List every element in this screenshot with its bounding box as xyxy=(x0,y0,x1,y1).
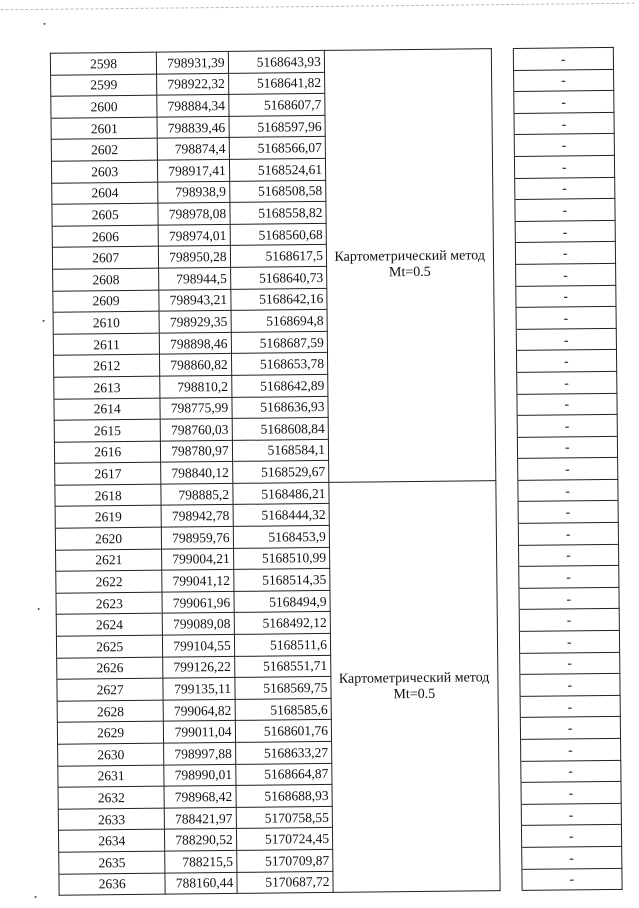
spacer-cell xyxy=(499,826,521,848)
point-number-cell: 2609 xyxy=(53,290,160,313)
x-coordinate-cell: 798885,2 xyxy=(161,483,232,505)
extra-value-cell: - xyxy=(515,242,616,265)
extra-value-cell: - xyxy=(516,307,617,330)
point-number-cell: 2603 xyxy=(51,160,158,183)
spacer-cell xyxy=(495,459,517,481)
extra-value-cell: - xyxy=(522,868,623,891)
extra-value-cell: - xyxy=(517,414,618,437)
y-coordinate-cell: 5168642,89 xyxy=(231,374,328,397)
x-coordinate-cell: 799061,96 xyxy=(162,591,233,613)
point-number-cell: 2618 xyxy=(55,484,162,507)
y-coordinate-cell: 5168524,61 xyxy=(229,158,326,181)
point-number-cell: 2632 xyxy=(58,786,165,809)
extra-value-cell: - xyxy=(513,69,614,92)
scan-speck xyxy=(43,320,45,322)
spacer-cell xyxy=(492,200,514,222)
extra-value-cell: - xyxy=(518,544,619,567)
point-number-cell: 2630 xyxy=(58,743,165,766)
y-coordinate-cell: 5168529,67 xyxy=(232,461,329,484)
spacer-cell xyxy=(495,437,517,459)
x-coordinate-cell: 799064,82 xyxy=(163,699,234,721)
y-coordinate-cell: 5168453,9 xyxy=(233,525,330,548)
x-coordinate-cell: 798860,82 xyxy=(160,354,231,376)
point-number-cell: 2616 xyxy=(54,441,161,464)
y-coordinate-cell: 5168551,71 xyxy=(234,655,331,678)
point-number-cell: 2636 xyxy=(59,873,166,896)
y-coordinate-cell: 5168640,73 xyxy=(230,266,327,289)
x-coordinate-cell: 798898,46 xyxy=(160,332,231,354)
y-coordinate-cell: 5168508,58 xyxy=(229,180,326,203)
spacer-cell xyxy=(496,588,518,610)
x-coordinate-cell: 799041,12 xyxy=(162,570,233,592)
extra-value-cell: - xyxy=(517,458,618,481)
point-number-cell: 2598 xyxy=(50,52,157,75)
spacer-cell xyxy=(499,847,521,869)
x-coordinate-cell: 798922,32 xyxy=(157,73,228,95)
scan-speck xyxy=(44,23,46,25)
x-coordinate-cell: 798978,08 xyxy=(158,203,229,225)
y-coordinate-cell: 5168569,75 xyxy=(235,677,332,700)
x-coordinate-cell: 788215,5 xyxy=(165,850,236,872)
extra-value-cell: - xyxy=(515,263,616,286)
extra-value-cell: - xyxy=(520,717,621,740)
x-coordinate-cell: 798884,34 xyxy=(157,95,228,117)
y-coordinate-cell: 5168444,32 xyxy=(233,504,330,527)
y-coordinate-cell: 5168694,8 xyxy=(231,310,328,333)
extra-value-cell: - xyxy=(519,630,620,653)
x-coordinate-cell: 798775,99 xyxy=(160,397,231,419)
x-coordinate-cell: 798974,01 xyxy=(159,224,230,246)
point-number-cell: 2607 xyxy=(52,247,159,270)
point-number-cell: 2631 xyxy=(58,765,165,788)
x-coordinate-cell: 798938,9 xyxy=(158,181,229,203)
extra-value-cell: - xyxy=(520,695,621,718)
y-coordinate-cell: 5170687,72 xyxy=(237,871,334,894)
method-accuracy: Mt=0.5 xyxy=(388,265,431,281)
method-label: Картометрический метод xyxy=(338,669,490,687)
x-coordinate-cell: 788160,44 xyxy=(165,872,236,894)
extra-value-cell: - xyxy=(519,674,620,697)
point-number-cell: 2613 xyxy=(54,376,161,399)
spacer-cell xyxy=(498,739,520,761)
spacer-cell xyxy=(497,653,519,675)
spacer-cell xyxy=(498,718,520,740)
spacer-cell xyxy=(493,221,515,243)
spacer-cell xyxy=(499,783,521,805)
x-coordinate-cell: 798917,41 xyxy=(158,159,229,181)
y-coordinate-cell: 5168633,27 xyxy=(235,741,332,764)
x-coordinate-cell: 799104,55 xyxy=(163,634,234,656)
y-coordinate-cell: 5170709,87 xyxy=(236,849,333,872)
x-coordinate-cell: 798990,01 xyxy=(164,764,235,786)
point-number-cell: 2629 xyxy=(57,722,164,745)
extra-value-cell: - xyxy=(517,393,618,416)
spacer-cell xyxy=(493,264,515,286)
point-number-cell: 2606 xyxy=(52,225,159,248)
y-coordinate-cell: 5170724,45 xyxy=(236,828,333,851)
x-coordinate-cell: 798950,28 xyxy=(159,246,230,268)
extra-value-cell: - xyxy=(517,479,618,502)
y-coordinate-cell: 5168636,93 xyxy=(232,396,329,419)
point-number-cell: 2620 xyxy=(55,527,162,550)
x-coordinate-cell: 798944,5 xyxy=(159,267,230,289)
x-coordinate-cell: 798874,4 xyxy=(158,138,229,160)
spacer-cell xyxy=(496,502,518,524)
spacer-cell xyxy=(494,329,516,351)
method-accuracy: Mt=0.5 xyxy=(393,686,436,702)
y-coordinate-cell: 5168510,99 xyxy=(233,547,330,570)
y-coordinate-cell: 5168494,9 xyxy=(234,590,331,613)
x-coordinate-cell: 798780,97 xyxy=(161,440,232,462)
scan-speck xyxy=(35,896,37,898)
x-coordinate-cell: 788290,52 xyxy=(165,829,236,851)
y-coordinate-cell: 5168641,82 xyxy=(228,72,325,95)
extra-value-cell: - xyxy=(514,199,615,222)
point-number-cell: 2635 xyxy=(59,851,166,874)
point-number-cell: 2615 xyxy=(54,419,161,442)
spacer-cell xyxy=(494,351,516,373)
y-coordinate-cell: 5168608,84 xyxy=(232,418,329,441)
spacer-cell xyxy=(496,523,518,545)
y-coordinate-cell: 5168687,59 xyxy=(231,331,328,354)
point-number-cell: 2604 xyxy=(52,182,159,205)
x-coordinate-cell: 798840,12 xyxy=(161,462,232,484)
extra-value-cell: - xyxy=(521,846,622,869)
y-coordinate-cell: 5168584,1 xyxy=(232,439,329,462)
extra-value-cell: - xyxy=(521,782,622,805)
x-coordinate-cell: 798959,76 xyxy=(162,526,233,548)
y-coordinate-cell: 5168560,68 xyxy=(230,223,327,246)
y-coordinate-cell: 5168601,76 xyxy=(235,720,332,743)
point-number-cell: 2619 xyxy=(55,506,162,529)
point-number-cell: 2614 xyxy=(54,398,161,421)
spacer-cell xyxy=(495,416,517,438)
spacer-cell xyxy=(492,178,514,200)
extra-value-cell: - xyxy=(519,609,620,632)
extra-value-cell: - xyxy=(515,285,616,308)
spacer-cell xyxy=(498,696,520,718)
point-number-cell: 2623 xyxy=(56,592,163,615)
y-coordinate-cell: 5168643,93 xyxy=(228,50,325,73)
extra-value-cell: - xyxy=(518,522,619,545)
extra-value-cell: - xyxy=(513,47,614,70)
y-coordinate-cell: 5168642,16 xyxy=(230,288,327,311)
point-number-cell: 2624 xyxy=(56,614,163,637)
spacer-cell xyxy=(494,372,516,394)
y-coordinate-cell: 5168597,96 xyxy=(229,115,326,138)
y-coordinate-cell: 5168653,78 xyxy=(231,353,328,376)
point-number-cell: 2605 xyxy=(52,203,159,226)
x-coordinate-cell: 798943,21 xyxy=(159,289,230,311)
point-number-cell: 2627 xyxy=(57,678,164,701)
y-coordinate-cell: 5168585,6 xyxy=(235,698,332,721)
method-label: Картометрический метод xyxy=(334,248,486,266)
extra-value-cell: - xyxy=(514,112,615,135)
x-coordinate-cell: 798997,88 xyxy=(164,742,235,764)
spacer-cell xyxy=(492,156,514,178)
point-number-cell: 2600 xyxy=(51,95,158,118)
spacer-cell xyxy=(498,761,520,783)
x-coordinate-cell: 798810,2 xyxy=(160,375,231,397)
coordinates-table-body xyxy=(50,47,622,895)
spacer-cell xyxy=(497,610,519,632)
extra-value-cell: - xyxy=(520,738,621,761)
x-coordinate-cell: 799089,08 xyxy=(163,613,234,635)
spacer-cell xyxy=(496,567,518,589)
extra-value-cell: - xyxy=(514,177,615,200)
y-coordinate-cell: 5168607,7 xyxy=(228,94,325,117)
point-number-cell: 2610 xyxy=(53,311,160,334)
x-coordinate-cell: 798929,35 xyxy=(159,311,230,333)
extra-value-cell: - xyxy=(513,91,614,114)
y-coordinate-cell: 5168688,93 xyxy=(236,785,333,808)
extra-value-cell: - xyxy=(517,436,618,459)
x-coordinate-cell: 798931,39 xyxy=(157,51,228,73)
scan-speck xyxy=(38,608,40,610)
x-coordinate-cell: 799011,04 xyxy=(164,721,235,743)
point-number-cell: 2633 xyxy=(58,808,165,831)
spacer-cell xyxy=(493,243,515,265)
method-cell xyxy=(324,49,495,483)
spacer-cell xyxy=(492,135,514,157)
x-coordinate-cell: 798942,78 xyxy=(161,505,232,527)
x-coordinate-cell: 788421,97 xyxy=(165,807,236,829)
spacer-cell xyxy=(491,70,513,92)
x-coordinate-cell: 799126,22 xyxy=(163,656,234,678)
point-number-cell: 2625 xyxy=(56,635,163,658)
extra-value-cell: - xyxy=(521,825,622,848)
extra-value-cell: - xyxy=(519,587,620,610)
point-number-cell: 2621 xyxy=(56,549,163,572)
spacer-cell xyxy=(497,675,519,697)
extra-value-cell: - xyxy=(518,501,619,524)
y-coordinate-cell: 5168617,5 xyxy=(230,245,327,268)
y-coordinate-cell: 5168558,82 xyxy=(230,202,327,225)
spacer-cell xyxy=(492,113,514,135)
extra-value-cell: - xyxy=(521,803,622,826)
spacer-cell xyxy=(494,308,516,330)
method-cell xyxy=(329,481,500,893)
x-coordinate-cell: 799135,11 xyxy=(163,678,234,700)
point-number-cell: 2628 xyxy=(57,700,164,723)
scan-top-edge xyxy=(0,3,634,11)
y-coordinate-cell: 5168664,87 xyxy=(235,763,332,786)
spacer-cell xyxy=(493,286,515,308)
extra-value-cell: - xyxy=(520,760,621,783)
x-coordinate-cell: 799004,21 xyxy=(162,548,233,570)
y-coordinate-cell: 5168511,6 xyxy=(234,633,331,656)
point-number-cell: 2608 xyxy=(53,268,160,291)
point-number-cell: 2617 xyxy=(55,462,162,485)
spacer-cell xyxy=(497,631,519,653)
extra-value-cell: - xyxy=(519,652,620,675)
spacer-cell xyxy=(491,92,513,114)
point-number-cell: 2612 xyxy=(53,354,160,377)
point-number-cell: 2626 xyxy=(57,657,164,680)
point-number-cell: 2634 xyxy=(58,830,165,853)
point-number-cell: 2602 xyxy=(51,139,158,162)
extra-value-cell: - xyxy=(516,350,617,373)
coordinates-table xyxy=(50,47,623,896)
y-coordinate-cell: 5168492,12 xyxy=(234,612,331,635)
y-coordinate-cell: 5170758,55 xyxy=(236,806,333,829)
x-coordinate-cell: 798968,42 xyxy=(164,786,235,808)
extra-value-cell: - xyxy=(514,155,615,178)
y-coordinate-cell: 5168486,21 xyxy=(232,482,329,505)
extra-value-cell: - xyxy=(518,566,619,589)
extra-value-cell: - xyxy=(515,220,616,243)
point-number-cell: 2599 xyxy=(51,74,158,97)
point-number-cell: 2611 xyxy=(53,333,160,356)
extra-value-cell: - xyxy=(514,134,615,157)
x-coordinate-cell: 798760,03 xyxy=(161,419,232,441)
x-coordinate-cell: 798839,46 xyxy=(157,116,228,138)
spacer-cell xyxy=(495,480,517,502)
spacer-cell xyxy=(499,804,521,826)
extra-value-cell: - xyxy=(516,371,617,394)
spacer-cell xyxy=(496,545,518,567)
spacer-cell xyxy=(494,394,516,416)
point-number-cell: 2622 xyxy=(56,570,163,593)
spacer-cell xyxy=(499,869,521,891)
extra-value-cell: - xyxy=(516,328,617,351)
spacer-cell xyxy=(491,48,513,70)
point-number-cell: 2601 xyxy=(51,117,158,140)
y-coordinate-cell: 5168566,07 xyxy=(229,137,326,160)
y-coordinate-cell: 5168514,35 xyxy=(233,569,330,592)
